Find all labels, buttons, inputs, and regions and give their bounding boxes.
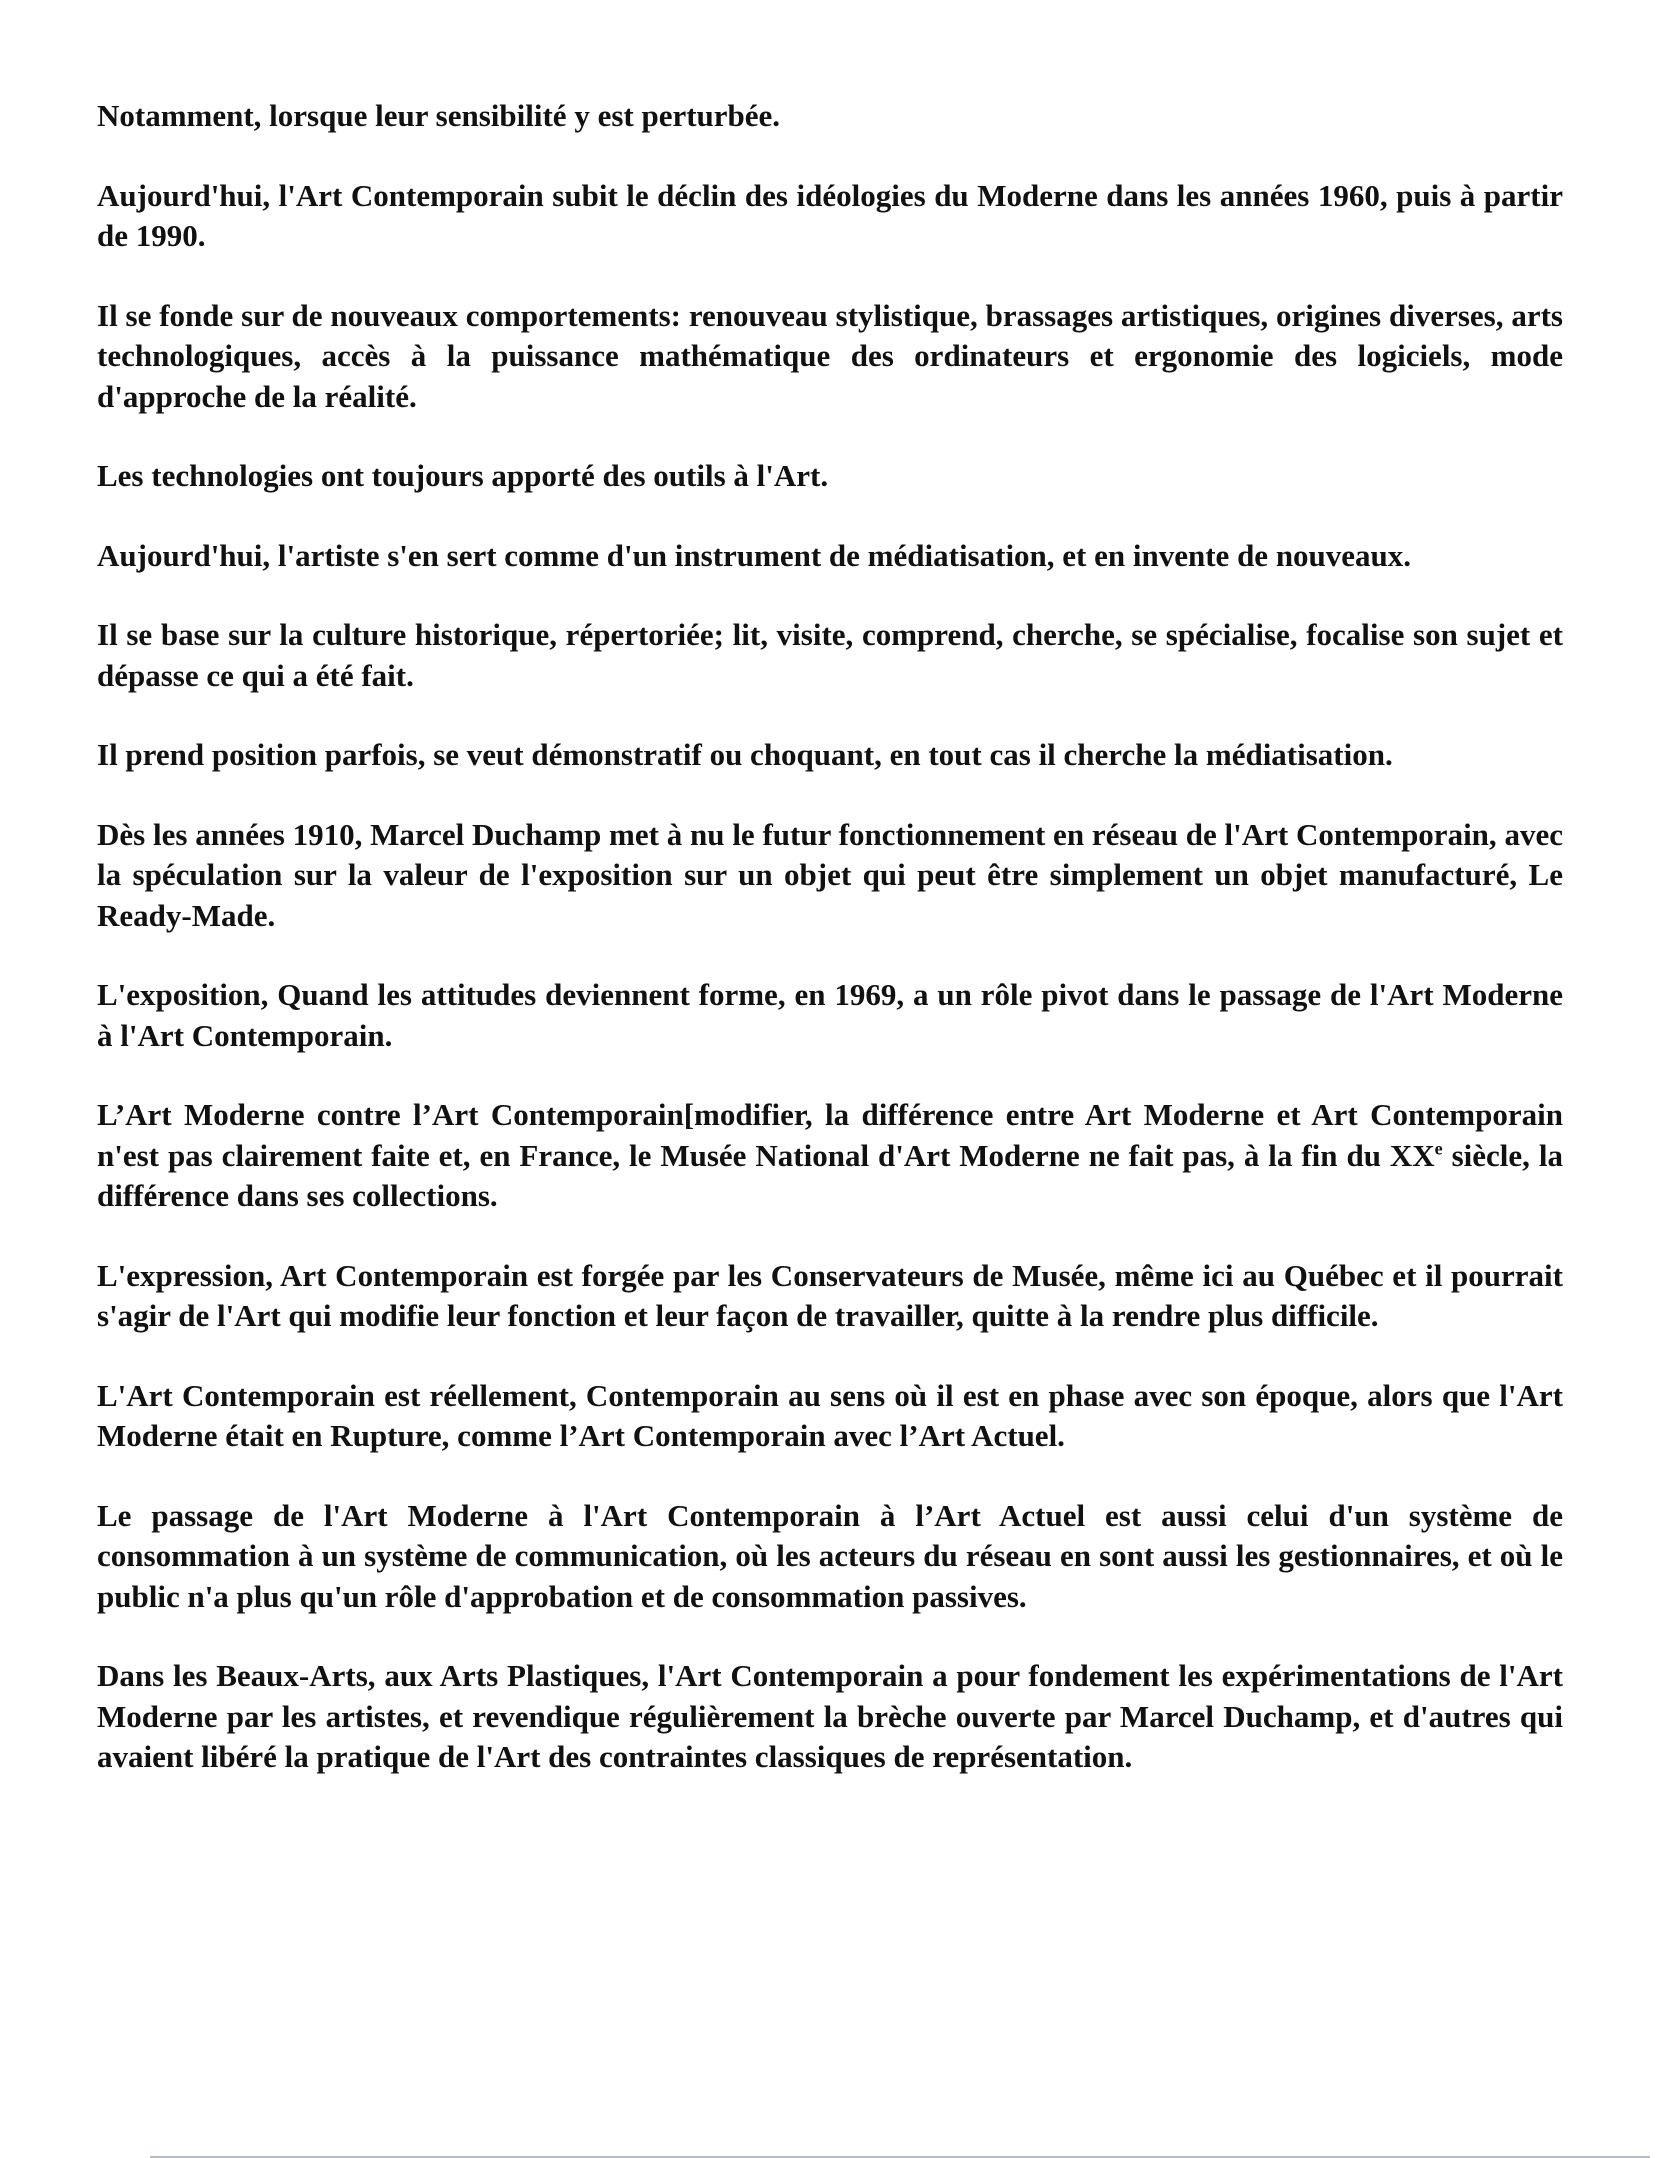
paragraph: L'Art Contemporain est réellement, Contemporain au sens où il est en phase avec son époque, alors que l'Art Moderne était en Rupture, comme l’Art Contemporain avec l’Art Actuel. xyxy=(97,1377,1563,1453)
paragraph: Aujourd'hui, l'Art Contemporain subit le déclin des idéologies du Moderne dans les années 1960, puis à partir de 1990. xyxy=(97,177,1563,253)
paragraph: L'exposition, Quand les attitudes deviennent forme, en 1969, a un rôle pivot dans le passage de l'Art Moderne à l'Art Contemporain. xyxy=(97,977,1563,1053)
paragraph: Aujourd'hui, l'artiste s'en sert comme d'un instrument de médiatisation, et en invente de nouveaux. xyxy=(97,537,1412,573)
paragraph: Il se base sur la culture historique, répertoriée; lit, visite, comprend, cherche, se spécialise, focalise son sujet et dépasse ce qui a été fait. xyxy=(97,617,1563,693)
paragraph: Notamment, lorsque leur sensibilité y est perturbée. xyxy=(97,98,781,133)
paragraph-text: L’Art Moderne contre l’Art Contemporain[modifier, la différence entre Art Moderne et Art Contemporain n'est pas clairement faite et, en France, le Musée National d'Art Moderne ne fait pas, à la fin du XX xyxy=(97,1097,1563,1173)
superscript: e xyxy=(1434,1138,1443,1159)
paragraph xyxy=(97,1095,1563,1217)
paragraph: L'expression, Art Contemporain est forgée par les Conservateurs de Musée, même ici au Québec et il pourrait s'agir de l'Art qui modifie leur fonction et leur façon de travailler, quitte à la rendre plus difficile. xyxy=(97,1257,1563,1333)
paragraph: Le passage de l'Art Moderne à l'Art Contemporain à l’Art Actuel est aussi celui d'un système de consommation à un système de communication, où les acteurs du réseau en sont aussi les gestionnaires, et où le public n'a plus qu'un rôle d'approbation et de consommation passives. xyxy=(97,1497,1563,1614)
document-body xyxy=(97,96,1563,1817)
paragraph: Les technologies ont toujours apporté des outils à l'Art. xyxy=(97,458,829,493)
paragraph: Il prend position parfois, se veut démonstratif ou choquant, en tout cas il cherche la médiatisation. xyxy=(97,737,1393,772)
paragraph: Dans les Beaux-Arts, aux Arts Plastiques, l'Art Contemporain a pour fondement les expérimentations de l'Art Moderne par les artistes, et revendique régulièrement la brèche ouverte par Marcel Duchamp, et d'autres qui avaient libéré la pratique de l'Art des contraintes classiques de représentation. xyxy=(97,1658,1563,1774)
paragraph: Dès les années 1910, Marcel Duchamp met à nu le futur fonctionnement en réseau de l'Art Contemporain, avec la spéculation sur la valeur de l'exposition sur un objet qui peut être simplement un objet manufacturé, Le Ready-Made. xyxy=(97,816,1563,933)
paragraph: Il se fonde sur de nouveaux comportements: renouveau stylistique, brassages artistiques, origines diverses, arts technologiques, accès à la puissance mathématique des ordinateurs et ergonomie des logiciels, mode d'approche de la réalité. xyxy=(97,297,1563,414)
paragraph-text: siècle, la différence dans ses collections. xyxy=(97,1137,1563,1213)
